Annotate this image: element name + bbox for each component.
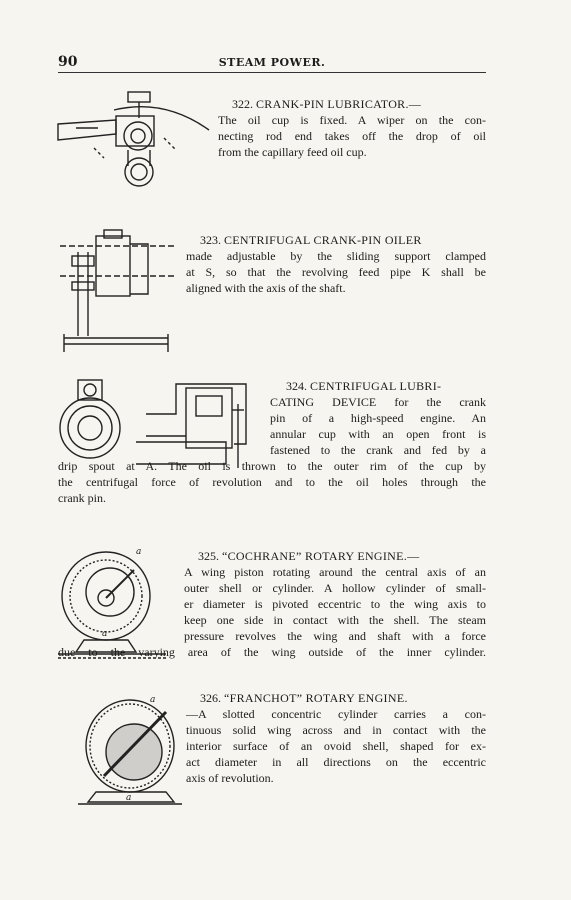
entry-line: act diameter in all directions on the eccentric <box>186 755 486 769</box>
entry-326 <box>186 690 486 786</box>
entry-title: CENTRIFUGAL CRANK-PIN OILER <box>224 233 422 247</box>
entry-line: annular cup with an open front is <box>270 427 486 441</box>
page-header <box>58 52 486 73</box>
figure-label: a <box>150 695 156 705</box>
running-head: STEAM POWER. <box>218 56 326 69</box>
entry-line: necting rod end takes off the drop of oil <box>218 129 486 143</box>
entry-325 <box>58 548 486 660</box>
entry-number: 326. <box>200 691 221 705</box>
entry-line: made adjustable by the sliding support clamped <box>186 249 486 263</box>
entry-line: the centrifugal force of revolution and to the oil holes through the <box>58 475 486 489</box>
entry-number: 322. <box>232 97 253 111</box>
figure-label: a <box>102 629 108 639</box>
entry-title: “FRANCHOT” ROTARY ENGINE. <box>224 691 408 705</box>
entry-title: CRANK-PIN LUBRICATOR.— <box>256 97 422 111</box>
entry-323 <box>186 232 486 296</box>
entry-line: The oil cup is fixed. A wiper on the con- <box>218 113 486 127</box>
entry-line: tinuous solid wing across and in contact with the <box>186 723 486 737</box>
page-number: 90 <box>58 54 78 70</box>
entry-line: drip spout at A. The oil is thrown to the outer rim of the cup by <box>58 459 486 473</box>
entry-line: CATING DEVICE for the crank <box>270 395 486 409</box>
entry-line: A wing piston rotating around the central axis of an <box>184 565 486 579</box>
figure-326-franchot-rotary-engine <box>74 690 186 814</box>
entry-number: 323. <box>200 233 221 247</box>
entry-title: “COCHRANE” ROTARY ENGINE.— <box>222 549 420 563</box>
figure-322-crank-pin-lubricator <box>54 88 214 188</box>
figure-323-centrifugal-oiler <box>58 226 178 356</box>
entry-line: pressure revolves the wing and shaft with a force <box>184 629 486 643</box>
entry-title: CENTRIFUGAL LUBRI- <box>310 379 442 393</box>
entry-line: outer shell or cylinder. A hollow cylinder of small- <box>184 581 486 595</box>
entry-line: at S, so that the revolving feed pipe K shall be <box>186 265 486 279</box>
figure-label: a <box>126 793 132 803</box>
entry-line: aligned with the axis of the shaft. <box>186 281 346 295</box>
entry-line: interior surface of an ovoid shell, shaped for ex- <box>186 739 486 753</box>
entry-line: from the capillary feed oil cup. <box>218 145 367 159</box>
entry-line: er diameter is pivoted eccentric to the wing axis to <box>184 597 486 611</box>
entry-number: 324. <box>286 379 307 393</box>
entry-line: crank pin. <box>58 491 106 505</box>
entry-324 <box>58 378 486 506</box>
entry-line: fastened to the crank and fed by a <box>270 443 486 457</box>
entry-line: due to the varying area of the wing outside of the inner cylinder. <box>58 645 486 659</box>
entry-line: pin of a high-speed engine. An <box>270 411 486 425</box>
entry-322 <box>218 96 486 160</box>
entry-line: axis of revolution. <box>186 771 274 785</box>
entry-number: 325. <box>198 549 219 563</box>
entry-line: —A slotted concentric cylinder carries a con- <box>186 707 486 721</box>
entry-line: keep one side in contact with the shell. The steam <box>184 613 486 627</box>
figure-label: a <box>136 547 142 557</box>
